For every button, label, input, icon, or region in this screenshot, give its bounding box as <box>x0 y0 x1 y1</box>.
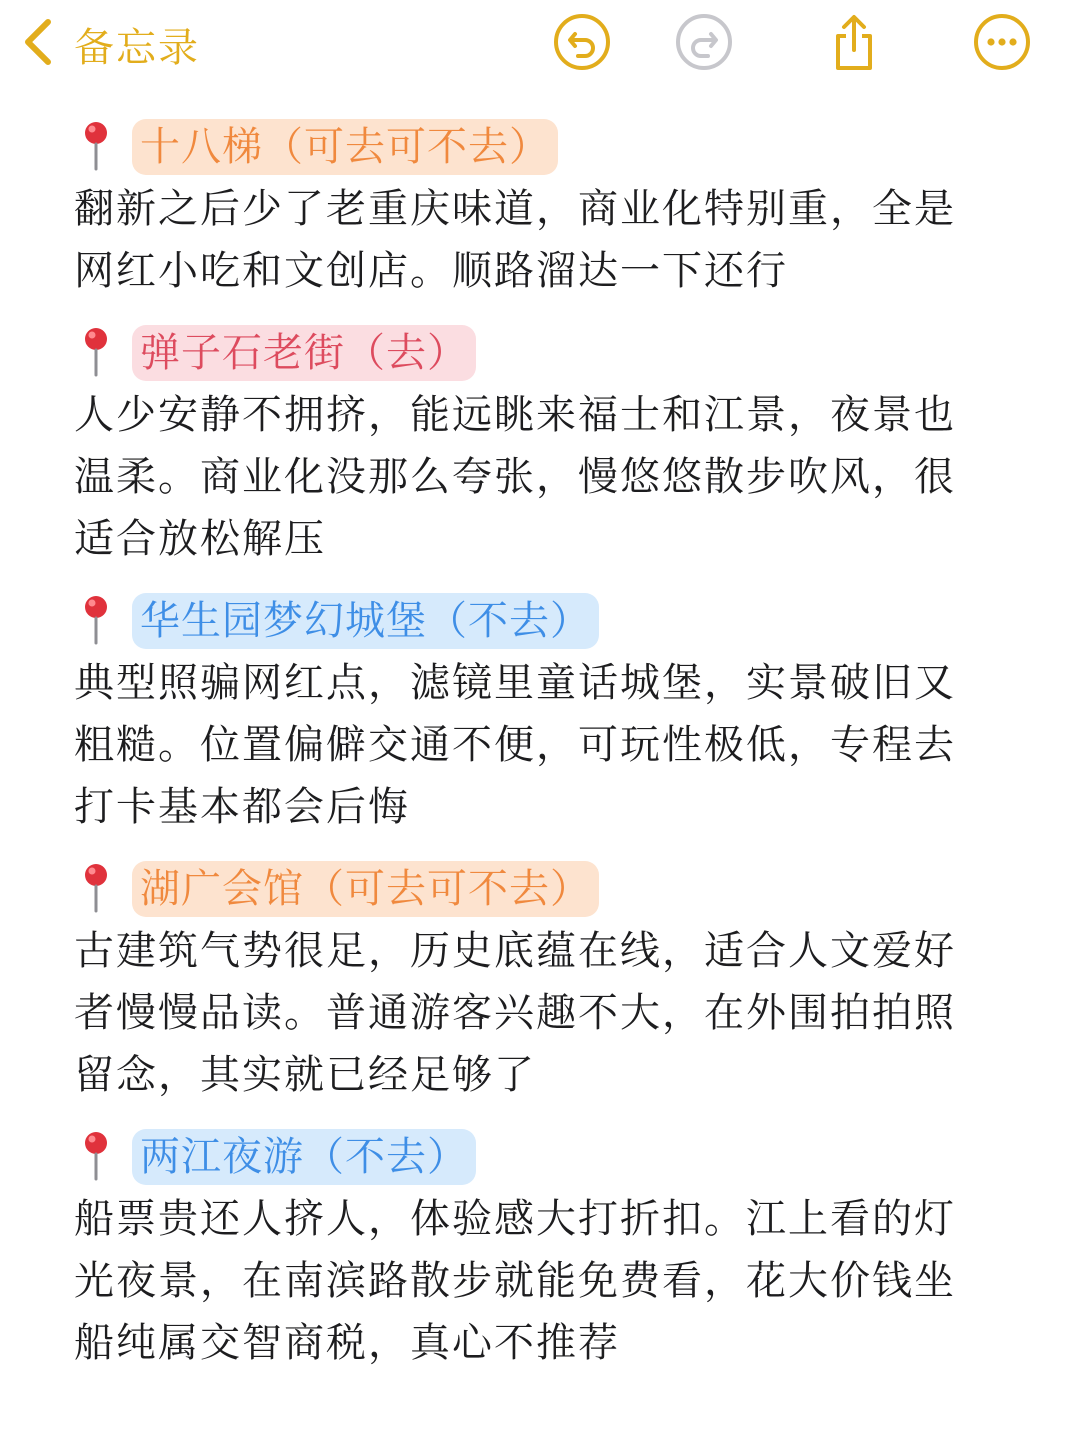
note-entry <box>74 322 974 570</box>
pin-icon <box>74 323 132 383</box>
entry-heading <box>74 1126 974 1188</box>
pin-icon <box>74 859 132 919</box>
note-entry <box>74 116 974 302</box>
entry-heading <box>74 858 974 920</box>
more-button[interactable] <box>972 14 1032 74</box>
navigation-bar <box>0 0 1080 96</box>
entry-title: 弹子石老街（去） <box>132 325 476 381</box>
chevron-left-icon <box>20 16 56 72</box>
pin-icon <box>74 117 132 177</box>
share-button[interactable] <box>824 14 884 74</box>
undo-button[interactable] <box>552 14 612 74</box>
entry-heading <box>74 590 974 652</box>
entry-text: 古建筑气势很足，历史底蕴在线，适合人文爱好者慢慢品读。普通游客兴趣不大，在外围拍拍照留念，其实就已经足够了 <box>74 928 956 1098</box>
pin-icon <box>74 591 132 651</box>
entry-text: 人少安静不拥挤，能远眺来福士和江景，夜景也温柔。商业化没那么夸张，慢悠悠散步吹风，很适合放松解压 <box>74 392 956 562</box>
entry-text: 典型照骗网红点，滤镜里童话城堡，实景破旧又粗糙。位置偏僻交通不便，可玩性极低，专程去打卡基本都会后悔 <box>74 660 956 830</box>
redo-button[interactable] <box>674 14 734 74</box>
note-body[interactable] <box>74 116 974 1394</box>
note-entry <box>74 1126 974 1374</box>
redo-icon <box>674 12 734 76</box>
entry-title: 湖广会馆（可去可不去） <box>132 861 599 917</box>
more-icon <box>972 12 1032 76</box>
note-entry <box>74 590 974 838</box>
entry-title: 两江夜游（不去） <box>132 1129 476 1185</box>
entry-text: 船票贵还人挤人，体验感大打折扣。江上看的灯光夜景，在南滨路散步就能免费看，花大价钱坐船纯属交智商税，真心不推荐 <box>74 1196 956 1366</box>
undo-icon <box>552 12 612 76</box>
back-button[interactable] <box>20 14 200 74</box>
back-label: 备忘录 <box>74 24 200 71</box>
note-entry <box>74 858 974 1106</box>
pin-icon <box>74 1127 132 1187</box>
entry-title: 华生园梦幻城堡（不去） <box>132 593 599 649</box>
entry-title: 十八梯（可去可不去） <box>132 119 558 175</box>
entry-heading <box>74 322 974 384</box>
share-icon <box>824 12 884 76</box>
entry-text: 翻新之后少了老重庆味道，商业化特别重，全是网红小吃和文创店。顺路溜达一下还行 <box>74 186 956 294</box>
entry-heading <box>74 116 974 178</box>
